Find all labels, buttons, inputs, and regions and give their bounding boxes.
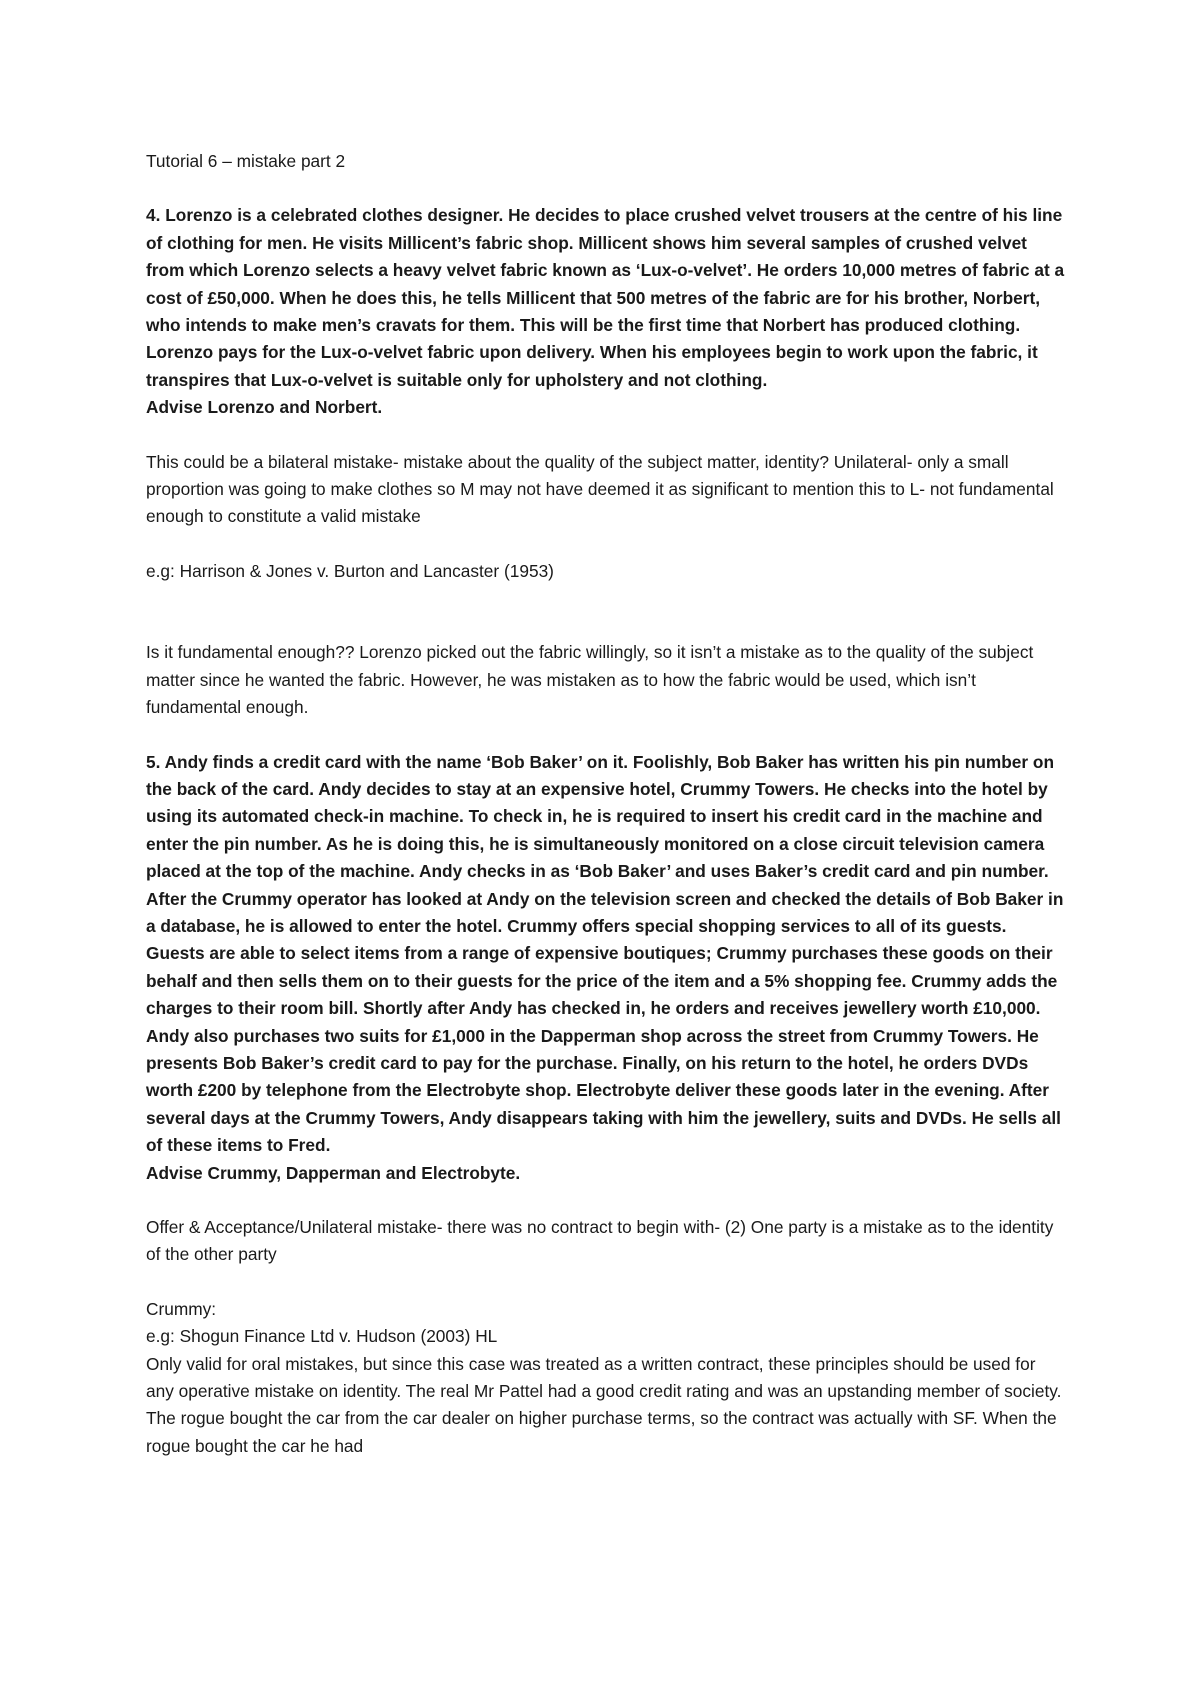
answer-5-offer: Offer & Acceptance/Unilateral mistake- there was no contract to begin with- (2) One party is a mistake as to the identity of the other party	[146, 1217, 1054, 1265]
answer-5-body: Only valid for oral mistakes, but since this case was treated as a written contract, these principles should be used for any operative mistake on identity. The real Mr Pattel had a good credit rating and was an upstanding member of society. The rogue bought the car from the car dealer on higher purchase terms, so the contract was actually with SF. When the rogue bought the car he had	[146, 1353, 1062, 1456]
answer-4-case: e.g: Harrison & Jones v. Burton and Lancaster (1953)	[146, 560, 554, 581]
spacer	[146, 612, 1066, 639]
question-4	[146, 202, 1066, 421]
question-4-advise: Advise Lorenzo and Norbert.	[146, 397, 383, 418]
answer-4-analysis: This could be a bilateral mistake- mistake about the quality of the subject matter, identity? Unilateral- only a small proportion was going to make clothes so M may not have deemed it as significant to mention this to L- not fundamental enough to constitute a valid mistake	[146, 451, 1054, 527]
crummy-heading: Crummy:	[146, 1298, 217, 1319]
answer-5-case: e.g: Shogun Finance Ltd v. Hudson (2003) HL	[146, 1326, 498, 1347]
document-page	[146, 148, 1066, 1487]
page-title: Tutorial 6 – mistake part 2	[146, 151, 346, 171]
answer-5-crummy	[146, 1296, 1066, 1460]
question-5	[146, 749, 1066, 1188]
answer-4-fundamental: Is it fundamental enough?? Lorenzo picked out the fabric willingly, so it isn’t a mistake as to the quality of the subject matter since he wanted the fabric. However, he was mistaken as to how the fabric would be used, which isn’t fundamental enough.	[146, 642, 1034, 718]
question-4-text: 4. Lorenzo is a celebrated clothes designer. He decides to place crushed velvet trousers at the centre of his line of clothing for men. He visits Millicent’s fabric shop. Millicent shows him several samples of crushed velvet from which Lorenzo selects a heavy velvet fabric known as ‘Lux-o-velvet’. He orders 10,000 metres of fabric at a cost of £50,000. When he does this, he tells Millicent that 500 metres of the fabric are for his brother, Norbert, who intends to make men’s cravats for them. This will be the first time that Norbert has produced clothing.	[146, 205, 1065, 336]
question-4-text-continued: Lorenzo pays for the Lux-o-velvet fabric upon delivery. When his employees begin to work upon the fabric, it transpires that Lux-o-velvet is suitable only for upholstery and not clothing.	[146, 342, 1038, 390]
question-5-text: 5. Andy finds a credit card with the name ‘Bob Baker’ on it. Foolishly, Bob Baker has written his pin number on the back of the card. Andy decides to stay at an expensive hotel, Crummy Towers. He checks into the hotel by using its automated check-in machine. To check in, he is required to insert his credit card in the machine and enter the pin number. As he is doing this, he is simultaneously monitored on a close circuit television camera placed at the top of the machine. Andy checks in as ‘Bob Baker’ and uses Baker’s credit card and pin number. After the Crummy operator has looked at Andy on the television screen and checked the details of Bob Baker in a database, he is allowed to enter the hotel. Crummy offers special shopping services to all of its guests. Guests are able to select items from a range of expensive boutiques; Crummy purchases these goods on their behalf and then sells them on to their guests for the price of the item and a 5% shopping fee. Crummy adds the charges to their room bill. Shortly after Andy has checked in, he orders and receives jewellery worth £10,000. Andy also purchases two suits for £1,000 in the Dapperman shop across the street from Crummy Towers. He presents Bob Baker’s credit card to pay for the purchase. Finally, on his return to the hotel, he orders DVDs worth £200 by telephone from the Electrobyte shop. Electrobyte deliver these goods later in the evening. After several days at the Crummy Towers, Andy disappears taking with him the jewellery, suits and DVDs. He sells all of these items to Fred.	[146, 751, 1064, 1156]
question-5-advise: Advise Crummy, Dapperman and Electrobyte.	[146, 1162, 521, 1183]
